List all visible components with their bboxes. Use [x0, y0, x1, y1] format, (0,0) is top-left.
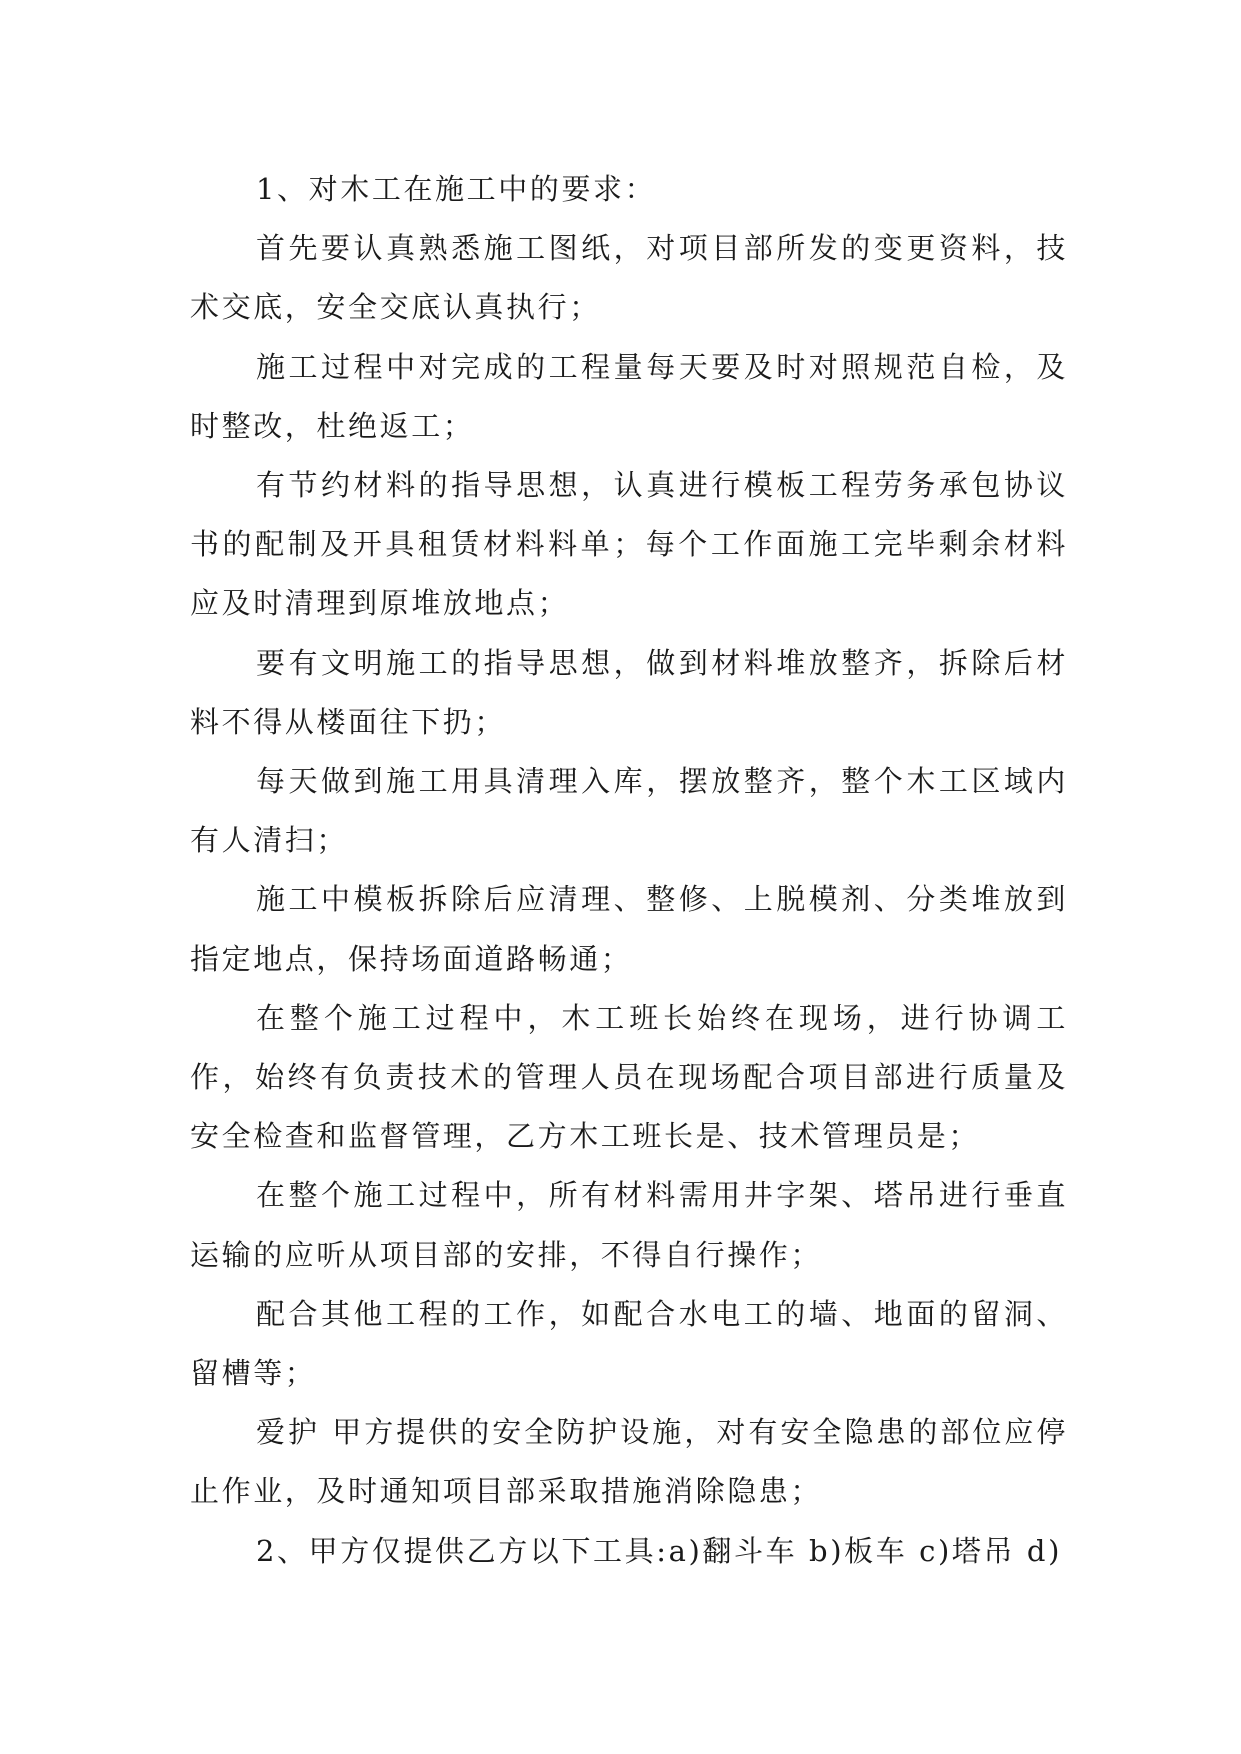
- paragraph-tools-provided: 2、甲方仅提供乙方以下工具:a)翻斗车 b)板车 c)塔吊 d): [256, 1533, 1062, 1568]
- paragraph-material-saving: 有节约材料的指导思想，认真进行模板工程劳务承包协议书的配制及开具租赁材料料单；每个工作面施工完毕剩余材料应及时清理到原堆放地点；: [190, 468, 1068, 621]
- paragraph-tool-storage: 每天做到施工用具清理入库，摆放整齐，整个木工区域内有人清扫；: [190, 764, 1068, 858]
- paragraph-vertical-transport: 在整个施工过程中，所有材料需用井字架、塔吊进行垂直运输的应听从项目部的安排，不得自行操作；: [190, 1178, 1068, 1272]
- paragraph-drawings-and-disclosure: 首先要认真熟悉施工图纸，对项目部所发的变更资料，技术交底，安全交底认真执行；: [190, 231, 1068, 325]
- paragraph-safety-facilities: 爱护 甲方提供的安全防护设施，对有安全隐患的部位应停止作业，及时通知项目部采取措施消除隐患；: [190, 1415, 1068, 1509]
- paragraph-carpentry-requirements-heading: 1、对木工在施工中的要求：: [256, 172, 657, 206]
- paragraph-cooperation: 配合其他工程的工作，如配合水电工的墙、地面的留洞、留槽等；: [190, 1296, 1068, 1391]
- paragraph-formwork-removal: 施工中模板拆除后应清理、整修、上脱模剂、分类堆放到指定地点，保持场面道路畅通；: [190, 882, 1068, 976]
- paragraph-self-inspection: 施工过程中对完成的工程量每天要及时对照规范自检，及时整改，杜绝返工；: [190, 349, 1068, 443]
- document-body: [190, 160, 1068, 1581]
- paragraph-civilized-construction: 要有文明施工的指导思想，做到材料堆放整齐，拆除后材料不得从楼面往下扔；: [190, 645, 1068, 739]
- paragraph-on-site-supervision: 在整个施工过程中，木工班长始终在现场，进行协调工作，始终有负责技术的管理人员在现场配合项目部进行质量及安全检查和监督管理，乙方木工班长是、技术管理员是；: [190, 1000, 1068, 1154]
